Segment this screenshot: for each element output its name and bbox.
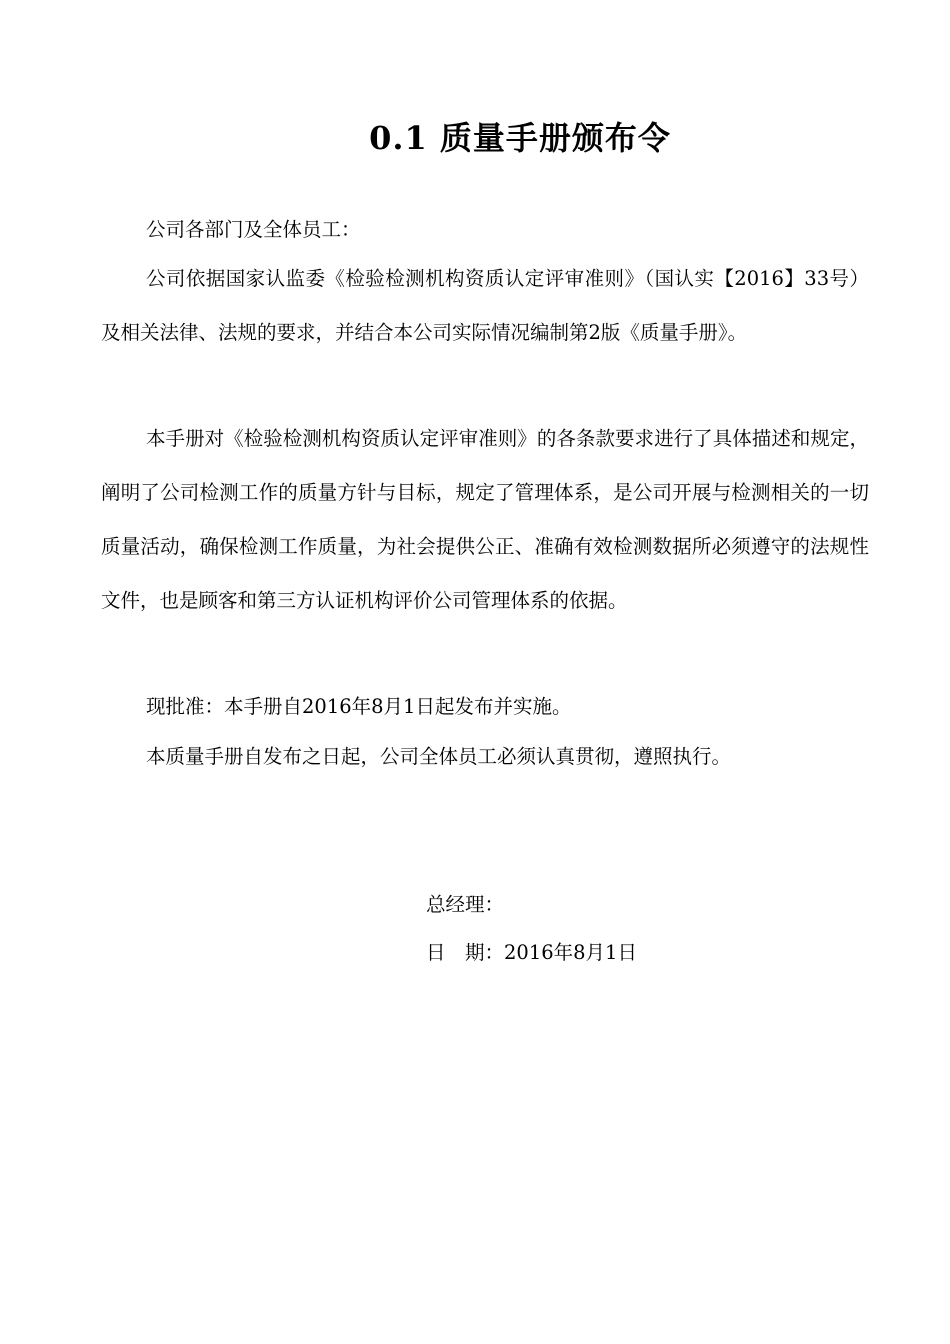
signature-date: 日 期：2016年8月1日: [426, 941, 637, 964]
paragraph-basis: 公司依据国家认监委《检验检测机构资质认定评审准则》（国认实【2016】33号）及相关法律、法规的要求，并结合本公司实际情况编制第2版《质量手册》。: [101, 267, 869, 344]
page-title: 0.1 质量手册颁布令: [369, 119, 671, 157]
salutation: 公司各部门及全体员工：: [146, 218, 361, 241]
approval-statement: 现批准：本手册自2016年8月1日起发布并实施。: [146, 695, 572, 718]
signature-manager: 总经理：: [426, 893, 505, 916]
paragraph-content: 本手册对《检验检测机构资质认定评审准则》的各条款要求进行了具体描述和规定，阐明了公司检测工作的质量方针与目标，规定了管理体系，是公司开展与检测相关的一切质量活动，确保检测工作质量，为社会提供公正、准确有效检测数据所必须遵守的法规性文件，也是顾客和第三方认证机构评价公司管理体系的依据。: [101, 427, 869, 612]
closing-statement: 本质量手册自发布之日起，公司全体员工必须认真贯彻，遵照执行。: [146, 745, 732, 768]
